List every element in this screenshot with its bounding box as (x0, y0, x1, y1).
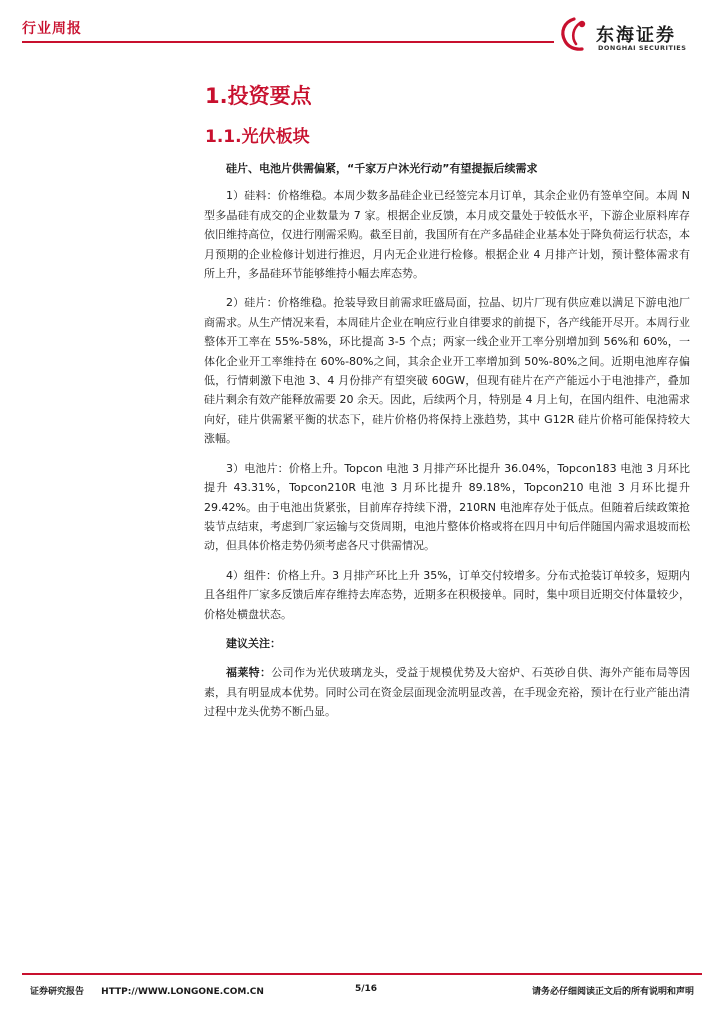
company-name: 福莱特： (226, 666, 272, 680)
subsection-heading: 1.1.光伏板块 (205, 127, 310, 147)
paragraph-module: 4）组件：价格上升。3 月排产环比上升 35%，订单交付较增多。分布式抢装订单较多，短期内且各组件厂家多反馈后库存维持去库态势，近期多在积极接单。同时，集中项目近期交付体量较少，价格处横盘状态。 (204, 568, 690, 621)
footer-disclaimer: 请务必仔细阅读正文后的所有说明和声明 (531, 987, 694, 997)
logo-chinese-name: 东海证券 (596, 25, 676, 46)
paragraph-wafer: 2）硅片：价格维稳。抢装导致目前需求旺盛局面，拉晶、切片厂现有供应难以满足下游电池厂商需求。从生产情况来看，本周硅片企业在响应行业自律要求的前提下，各产线能开尽开。本周行业整体开工率在 55%-58%，环比提高 3-5 个点；两家一线企业开工率分别增加到 56%和 60%，一体化企业开工率维持在 60%-80%之间，其余企业开工率增加到 50%-80%之间。近期电池库存偏低，行情刺激下电池 3、4 月份排产有望突破 60GW，但现有硅片在产产能远小于电池排产，叠加硅片剩余有效产能释放需要 20 余天。因此，后续两个月，特别是 4 月上旬，在国内组件、电池需求向好，硅片供需紧平衡的状态下，硅片价格仍将保持上涨趋势，其中 G12R 硅片价格可能保持较大涨幅。 (204, 296, 690, 446)
footer-left (30, 984, 278, 997)
footer-report-type: 证券研究报告 (30, 987, 85, 997)
paragraph-silicon-material: 1）硅料：价格维稳。本周少数多晶硅企业已经签完本月订单，其余企业仍有签单空间。本周 N 型多晶硅有成交的企业数量为 7 家。根据企业反馈，本月成交量处于较低水平，下游企业原料库存依旧维持高位，仅进行刚需采购。截至目前，我国所有在产多晶硅企业基本处于降负荷运行状态，本月预期的企业检修计划进行推迟，月内无企业进行检修。根据企业 4 月排产计划，预计整体需求有所上升，多晶硅环节能够维持小幅去库态势。 (204, 189, 690, 281)
donghai-logo-icon (556, 16, 592, 56)
section-heading: 1.投资要点 (205, 84, 312, 108)
page-number: 5/16 (355, 984, 378, 994)
report-type-label: 行业周报 (22, 21, 82, 37)
article-body (204, 159, 690, 722)
suggestion-company-paragraph (204, 663, 690, 721)
suggestion-title: 建议关注： (226, 636, 281, 650)
company-logo (556, 16, 716, 60)
footer-divider (22, 973, 702, 975)
paragraph-cell: 3）电池片：价格上升。Topcon 电池 3 月排产环比提升 36.04%，Topcon183 电池 3 月环比提升 43.31%，Topcon210R 电池 3 月环比提升 89.18%，Topcon210 电池 3 月环比提升 29.42%。由于电池出货紧张，目前库存持续下滑，210RN 电池库存处于低点。但随着后续政策抢装节点结束，考虑到厂家运输与交货周期，电池片整体价格或将在四月中旬后伴随国内需求退坡而松动，但具体价格走势仍须考虑各尺寸供需情况。 (204, 461, 690, 553)
footer-website-link[interactable]: HTTP://WWW.LONGONE.COM.CN (101, 987, 264, 997)
logo-english-name: DONGHAI SECURITIES (598, 44, 687, 52)
lead-sentence: 硅片、电池片供需偏紧，“千家万户沐光行动”有望提振后续需求 (226, 162, 538, 175)
company-description: 公司作为光伏玻璃龙头，受益于规模优势及大窑炉、石英砂自供、海外产能布局等因素，具有明显成本优势。同时公司在资金层面现金流明显改善，在手现金充裕，预计在行业产能出清过程中龙头优势不断凸显。 (204, 666, 691, 719)
header-divider (22, 41, 554, 43)
